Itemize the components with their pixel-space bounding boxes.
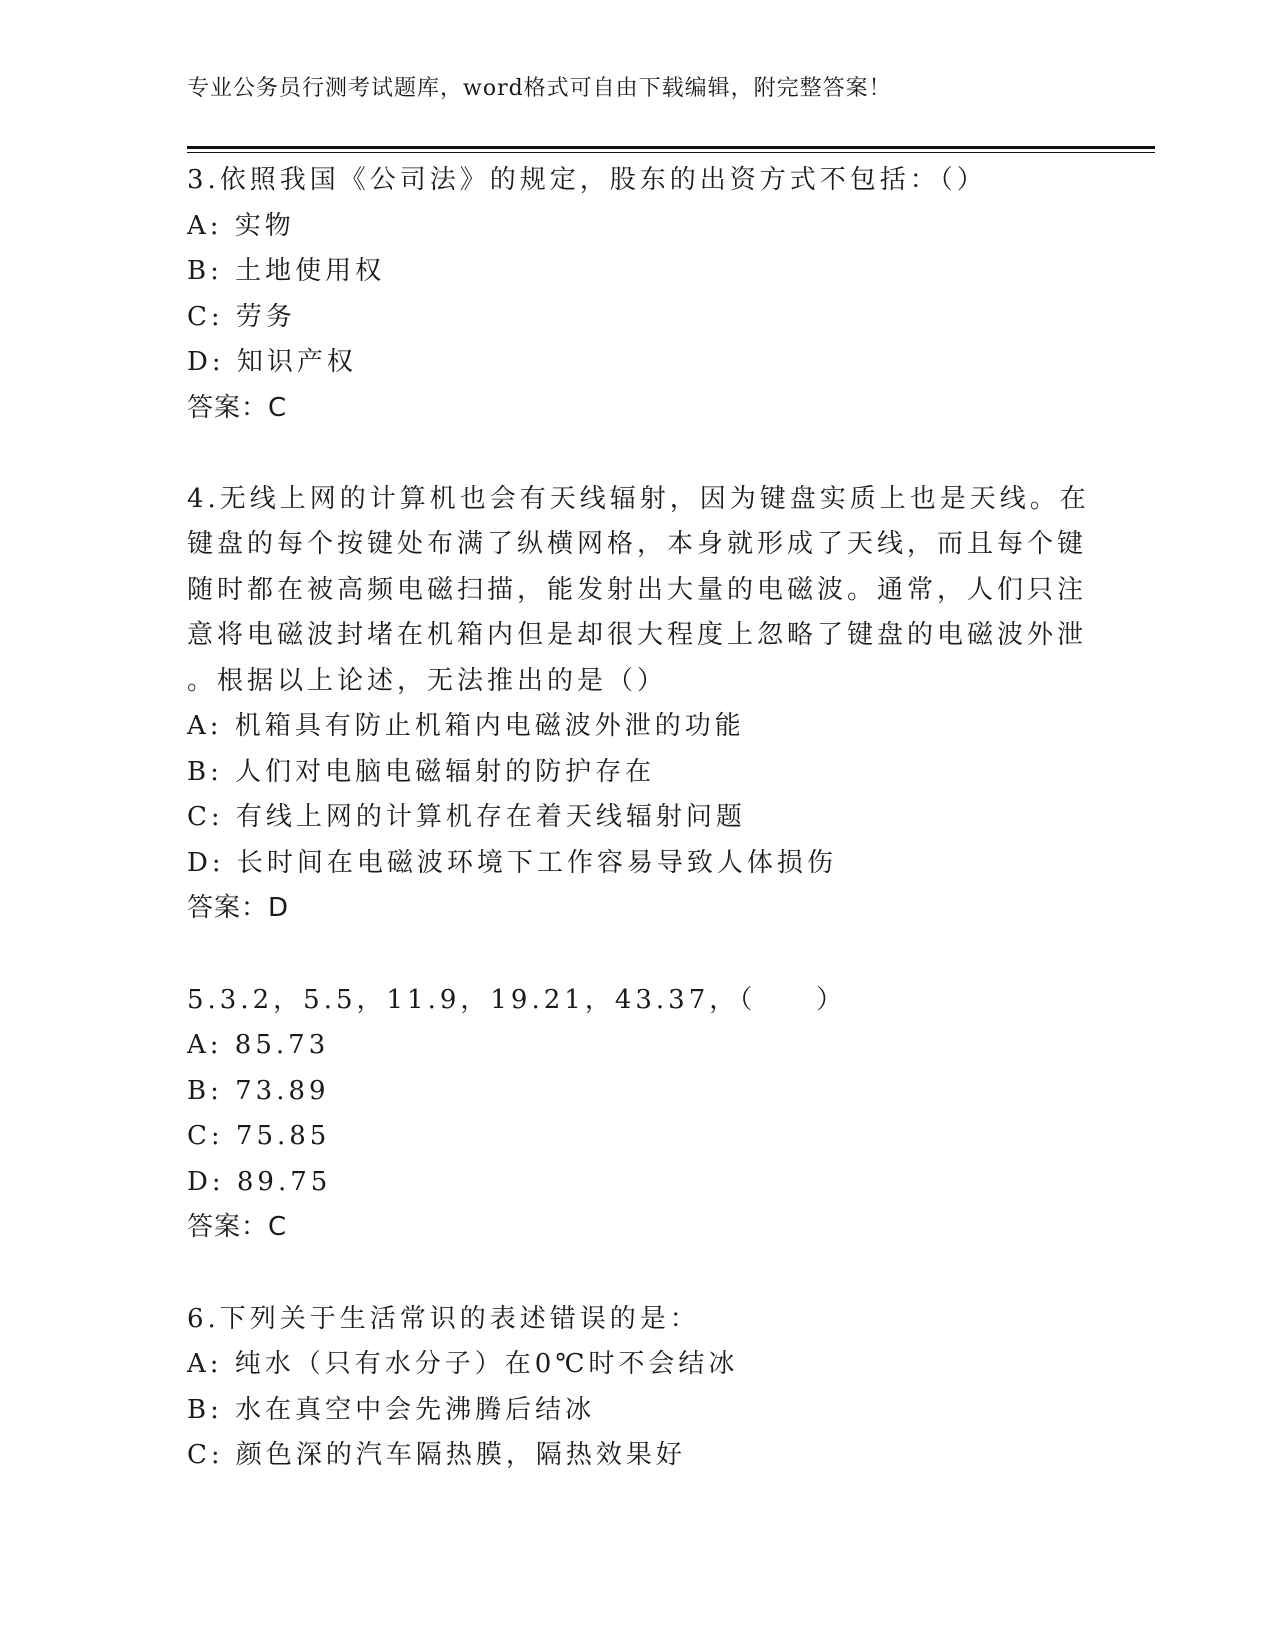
option-b: B: 水在真空中会先沸腾后结冰 (187, 1394, 596, 1425)
answer-line: 答案：C (187, 392, 288, 423)
option-d: D: 89.75 (187, 1166, 332, 1197)
option-c: C: 有线上网的计算机存在着天线辐射问题 (187, 802, 746, 832)
option-a: A: 纯水（只有水分子）在0℃时不会结冰 (187, 1349, 739, 1379)
page-header: 专业公务员行测考试题库，word格式可自由下载编辑，附完整答案！ (187, 76, 892, 101)
question-5 (187, 978, 1067, 1251)
option-a: A: 85.73 (187, 1030, 330, 1060)
question-3 (187, 158, 1067, 431)
option-b: B: 土地使用权 (187, 256, 386, 286)
option-a: A: 机箱具有防止机箱内电磁波外泄的功能 (187, 711, 745, 741)
answer-line: 答案：C (187, 1212, 288, 1242)
question-stem-line-5: 。根据以上论述，无法推出的是（） (187, 665, 668, 696)
question-stem-line-2: 键盘的每个按键处布满了纵横网格，本身就形成了天线，而且每个键 (187, 529, 1088, 559)
option-d: D: 知识产权 (187, 347, 357, 377)
question-stem-line-3: 随时都在被高频电磁扫描，能发射出大量的电磁波。通常，人们只注 (187, 574, 1088, 605)
option-a: A: 实物 (187, 210, 295, 241)
question-4 (187, 477, 1090, 932)
question-stem: 3.依照我国《公司法》的规定，股东的出资方式不包括：（） (187, 165, 987, 195)
question-6 (187, 1297, 1067, 1479)
header-rule-thick (187, 146, 1155, 149)
header-rule-thin (187, 152, 1155, 153)
question-list (187, 158, 1090, 1479)
option-d: D: 长时间在电磁波环境下工作容易导致人体损伤 (187, 847, 837, 878)
option-c: C: 劳务 (187, 301, 296, 332)
answer-line: 答案：D (187, 893, 290, 923)
option-b: B: 人们对电脑电磁辐射的防护存在 (187, 756, 656, 787)
question-stem-line-1: 4.无线上网的计算机也会有天线辐射，因为键盘实质上也是天线。在 (187, 483, 1090, 514)
option-b: B: 73.89 (187, 1075, 330, 1106)
question-stem-line-4: 意将电磁波封堵在机箱内但是却很大程度上忽略了键盘的电磁波外泄 (187, 620, 1088, 650)
option-c: C: 颜色深的汽车隔热膜，隔热效果好 (187, 1440, 686, 1470)
question-stem: 6.下列关于生活常识的表述错误的是： (187, 1303, 700, 1334)
option-c: C: 75.85 (187, 1121, 331, 1151)
question-stem: 5.3.2，5.5，11.9，19.21，43.37，（ ） (187, 984, 847, 1015)
